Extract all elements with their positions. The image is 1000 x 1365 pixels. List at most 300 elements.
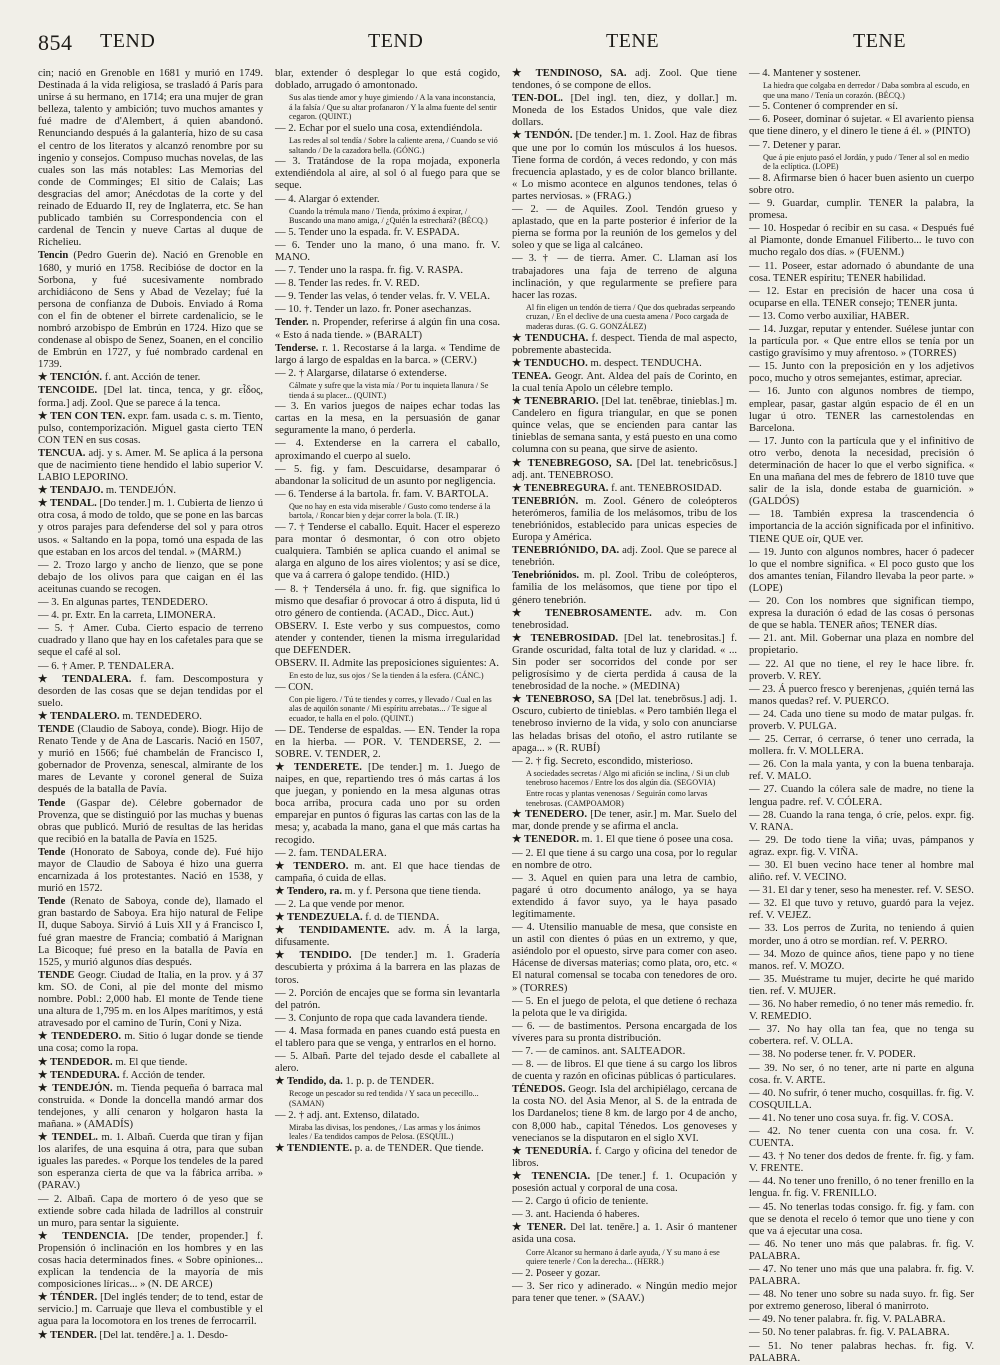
definition-text: (Pedro Guerin de). Nació en Grenoble en 1680, y murió en 1758. Recibióse de doctor en la Sorbona, y fué sucesivamente nombrado archidiácono de Sens y Abad de Vezelay; fué la persona de confianza de Dubois. Enviado á Roma con el fin de obtener el birrete cardenalicio, se le nombró arzobispo de Embrún en 1724. Hizo que se condenase al obispo de Senez, Soanen, en el concilio de Embrún en 1727, y fué nombrado cardenal en 1739. xyxy=(38,250,264,371)
dictionary-entry xyxy=(512,68,737,92)
column-1 xyxy=(38,68,264,1341)
definition-text: OBSERV. I. Este verbo y sus compuestos, como atender y contender, tienen la misma irregularidad que DEFENDER. xyxy=(275,620,500,656)
definition-text: Las redes al sol tendía / Sobre la caliente arena, / Cuando se vió saltando / De la cazadora bella. (GÓNG.) xyxy=(289,136,498,155)
definition-text: Recoge un pescador su red tendida / Y saca un pececillo... (SAMAN) xyxy=(289,1089,479,1108)
definition-text: — 3. ant. Hacienda ó haberes. xyxy=(512,1209,640,1221)
definition-text: Al fin eligen un tendón de tierra / Que dos quebradas serpeando cruzan, / En el declive de una cuesta amena / Poco cargada de maderas duras. (G. G. GONZÁLEZ) xyxy=(526,302,735,331)
definition-text: En esto de luz, sus ojos / Se la tienden á la esfera. (CÁNC.) xyxy=(289,671,484,681)
dictionary-entry xyxy=(512,1281,737,1305)
headword: ★ TENDEL. xyxy=(38,1132,98,1144)
dictionary-entry xyxy=(749,1151,974,1175)
dictionary-entry xyxy=(749,509,974,545)
dictionary-entry xyxy=(512,809,737,833)
definition-text: — 6. Tender uno la mano, ó una mano. fr. V. MANO. xyxy=(275,239,500,263)
headword: ★ TENDÓN. xyxy=(512,130,573,142)
dictionary-entry xyxy=(275,265,500,277)
dictionary-entry xyxy=(38,724,263,797)
headword: TENDE xyxy=(38,723,75,735)
definition-text: m. y f. Persona que tiene tienda. xyxy=(344,885,481,897)
definition-text: m. 1. Albañ. Cuerda que tiran y fijan los alarifes, de una esquina á otra, para que suban iguales las paredes. « Porque los tendeles de la pared son esperanza cierta de que va la fábrica arriba. » (PARAV.) xyxy=(38,1132,263,1192)
dictionary-entry xyxy=(749,633,974,657)
guide-word-4: TENE xyxy=(853,30,907,52)
definition-text: [Del ingl. ten, diez, y dollar.] m. Moneda de los Estados Unidos, que vale diez dollars. xyxy=(512,93,737,129)
definition-text: — 33. Los perros de Zurita, no teniendo á quien morder, uno á otro se mordían. ref. V. PERRO. xyxy=(749,923,974,947)
dictionary-entry xyxy=(38,1070,263,1082)
headword: ★ TENDUCHO. xyxy=(512,357,588,369)
dictionary-entry xyxy=(38,597,263,609)
page-number: 854 xyxy=(38,30,73,55)
dictionary-entry xyxy=(38,250,263,371)
guide-word-1: TEND xyxy=(100,30,156,52)
definition-text: — 3. Conjunto de ropa que cada lavandera tiende. xyxy=(275,1012,488,1024)
dictionary-entry xyxy=(512,458,737,482)
dictionary-entry xyxy=(275,343,500,367)
headword: TENEBRIÓNIDO, DA. xyxy=(512,545,620,557)
definition-text: — 3. Aquel en quien para una letra de cambio, pagaré ú otro documento análogo, ya se haya extendido á favor suyo, ya le haya pasado legítimamente. xyxy=(512,872,737,920)
dictionary-entry xyxy=(749,140,974,152)
headword: TENDE xyxy=(38,969,75,981)
definition-text: f. Acción de tender. xyxy=(122,1069,206,1081)
definition-text: Geogr. Ciudad de Italia, en la prov. y á 37 km. SO. de Coni, al pie del monte del mismo nombre. Pobl.: 2,000 hab. El monte de Tende tiene una altura de 1,795 m. en los Alpes marítimos, y está atravesado por el camino de Turín, Coni y Niza. xyxy=(38,969,264,1030)
dictionary-entry xyxy=(749,1126,974,1150)
definition-text: [Del lat. tenebricōsus.] adj. ant. TENEBROSO. xyxy=(512,457,737,481)
definition-text: — 2. † adj. ant. Extenso, dilatado. xyxy=(275,1109,420,1121)
definition-text: — 4. Alargar ó extender. xyxy=(275,193,380,205)
page-header xyxy=(38,30,978,68)
definition-text: — 4. Extenderse en la carrera el caballo, aproximando el cuerpo al suelo. xyxy=(275,438,500,462)
headword: ★ TENDENCIA. xyxy=(38,1230,129,1242)
definition-text: — 2. La que vende por menor. xyxy=(275,898,405,910)
dictionary-entry xyxy=(38,847,263,895)
definition-text: (Honorato de Saboya, conde de). Fué hijo mayor de Claudio de Saboya é hizo una guerra encarnizada á los protestantes. Nació en 1538, y murió en 1572. xyxy=(38,846,263,895)
definition-text: m. Tienda pequeña ó barraca mal construida. « Donde la doncella mandó armar dos tendejones, y allí cenaron y holgaron hasta la mañana. » (AMADÍS) xyxy=(38,1082,263,1130)
headword: ★ TENEBREGURA. xyxy=(512,482,609,494)
definition-text: adj. Zool. Que tiene tendones, ó se compone de ellos. xyxy=(512,68,737,92)
headword: Tende xyxy=(38,846,66,858)
definition-text: m. TENDEDERO. xyxy=(122,710,202,722)
dictionary-entry xyxy=(512,1059,737,1083)
definition-text: — 40. No sufrir, ó tener mucho, cosquillas. fr. fig. V. COSQUILLA. xyxy=(749,1087,974,1111)
headword: TENEBRIÓN. xyxy=(512,495,579,507)
dictionary-entry xyxy=(749,261,974,285)
dictionary-entry xyxy=(275,861,500,885)
dictionary-entry xyxy=(275,848,500,860)
definition-text: — 8. Afirmarse bien ó hacer buen asiento un cuerpo sobre otro. xyxy=(749,172,974,196)
definition-text: [Del lat. tenebrōsus.] adj. 1. Oscuro, cubierto de tinieblas. « Pero también llega el tenebroso invierno de la vida, y solo con anunciarse las heladas brisas del otoño, el astro rutilante se apaga... » (R. RUBÍ) xyxy=(512,694,737,754)
definition-text: f. fam. Descompostura y desorden de las cosas que se dejan tendidas por el suelo. xyxy=(38,673,263,709)
definition-text: (Claudio de Saboya, conde). Biogr. Hijo de Renato Tende y de Ana de Lascaris. Nació en 1507, y murió en 1566; fué chambelán de Francisco I, gobernador de Provenza, senescal, almirante de los mares de Levante y coronel general de Suiza después de la batalla de Pavía. xyxy=(38,723,263,796)
definition-text: Sus alas tiende amor y huye gimiendo / A la vana inconstancia, á la falsía / Que su altar profanaron / Y la alma fuente del sentir cegaron. (QUINT.) xyxy=(289,93,497,122)
definition-text: Con pie ligero. / Tú te tiendes y corres, y llevado / Cual en las alas de aquilón sonante / Mi espíritu arrebatas... / Te sigue al ecuador, te halla en el polo. (QUINT.) xyxy=(289,694,492,724)
definition-text: — 22. Al que no tiene, el rey le hace libre. fr. proverb. V. REY. xyxy=(749,658,974,682)
definition-text: Entre rocas y plantas venenosas / Seguirán como larvas tenebrosas. (CAMPOAMOR) xyxy=(526,789,708,808)
dictionary-entry xyxy=(275,1110,500,1122)
dictionary-entry xyxy=(275,988,500,1012)
definition-text: — 34. Mozo de quince años, tiene papo y no tiene manos. ref. V. MOZO. xyxy=(749,948,974,972)
dictionary-entry xyxy=(38,1194,263,1230)
dictionary-entry xyxy=(512,873,737,921)
definition-text: — 51. No tener palabras hechas. fr. fig. V. PALABRA. xyxy=(749,1340,974,1364)
dictionary-entry xyxy=(749,898,974,922)
dictionary-entry xyxy=(749,810,974,834)
dictionary-entry xyxy=(512,1146,737,1170)
dictionary-entry xyxy=(512,371,737,395)
definition-text: OBSERV. II. Admite las preposiciones siguientes: A. xyxy=(275,658,500,670)
dictionary-entry xyxy=(275,438,500,462)
dictionary-entry xyxy=(512,694,737,754)
headword: ★ TENDERO. xyxy=(275,860,349,872)
definition-text: p. a. de TENDER. Que tiende. xyxy=(354,1142,484,1154)
dictionary-entry xyxy=(275,240,500,264)
definition-text: [Del lat. tinca, tenca, y gr. εἶδος, forma.] adj. Zool. Que se parece á la tenca. xyxy=(38,385,263,409)
dictionary-entry xyxy=(275,291,500,303)
dictionary-entry xyxy=(749,1289,974,1313)
definition-text: adv. m. Con tenebrosidad. xyxy=(512,607,737,631)
definition-text: — 8. † Tenderséla á uno. fr. fig. que significa lo mismo que desafiar ó provocar á otro á disputa, lid ú otro género de contienda. (ACAD., Dicc. Aut.) xyxy=(275,583,500,619)
headword: ★ TENDEDOR. xyxy=(38,1056,113,1068)
headword: Tenebriónidos. xyxy=(512,570,580,582)
definition-text: — 4. Utensilio manuable de mesa, que consiste en un astil con dientes ó púas en un extremo, y que, asiéndolo por el opuesto, sirve para comer con aseo. Hácense de diversas materias; como plata, oro, etc. « El natural comensal se tocaba con tenedores de oro. » (TORRES) xyxy=(512,922,737,994)
definition-text: — 36. No haber remedio, ó no tener más remedio. fr. V. REMEDIO. xyxy=(749,999,974,1023)
headword: ★ TENCIÓN. xyxy=(38,372,103,384)
dictionary-entry xyxy=(38,68,263,249)
dictionary-entry xyxy=(512,1021,737,1045)
definition-text: — 49. No tener palabra. fr. fig. V. PALABRA. xyxy=(749,1314,946,1326)
headword: ★ TENDEDURA. xyxy=(38,1069,120,1081)
definition-text: Que no hay en esta vida miserable / Gusto como tenderse á la bartola, / Roncar bien y dejar correr la bola. (T. IR.) xyxy=(289,501,491,521)
dictionary-entry xyxy=(512,633,737,693)
dictionary-entry xyxy=(512,834,737,846)
definition-text: m. TENDEJÓN. xyxy=(105,485,177,497)
headword: ★ Tendero, ra. xyxy=(275,885,342,897)
headword: ★ TÉNDER. xyxy=(38,1292,98,1304)
definition-text: — 21. ant. Mil. Gobernar una plaza en nombre del propietario. xyxy=(749,633,974,657)
dictionary-entry xyxy=(38,498,263,558)
definition-text: — 9. Tender las velas, ó tender velas. fr. V. VELA. xyxy=(275,291,491,303)
dictionary-entry xyxy=(749,1341,974,1365)
definition-text: — 7. † Tenderse el caballo. Equit. Hacer el esperezo para montar ó desmontar, ó con otro objeto cualquiera. También se aplica cuando el animal se alarga en alguno de los aires violentos; y así se dice, que va á carrera ó galope tendido. (HID.) xyxy=(275,522,500,582)
definition-text: — 29. De todo tiene la viña; uvas, pámpanos y agraz. expr. fig. V. VIÑA. xyxy=(749,834,974,858)
dictionary-entry xyxy=(275,489,500,501)
headword: ★ Tendido, da. xyxy=(275,1076,343,1088)
definition-text: — 5. † Amer. Cuba. Cierto espacio de terreno cuadrado y llano que hay en los cafetales para que se seque el café al sol. xyxy=(38,623,263,659)
dictionary-entry xyxy=(512,545,737,569)
definition-text: (Gaspar de). Célebre gobernador de Provenza, que se distinguió por las muchas y buenas obras que publicó. Murió de resultas de las heridas que recibió en la batalla de Pavía en 1525. xyxy=(38,797,263,845)
dictionary-entry xyxy=(749,835,974,859)
headword: ★ TENDEZUELA. xyxy=(275,912,363,924)
definition-text: m. 1. El que tiene ó posee una cosa. xyxy=(581,834,734,846)
quotation xyxy=(289,207,500,226)
dictionary-entry xyxy=(512,130,737,203)
definition-text: — 2. Echar por el suelo una cosa, extendiéndola. xyxy=(275,122,483,134)
definition-text: — 7. Tender uno la raspa. fr. fig. V. RASPA. xyxy=(275,265,464,277)
definition-text: — 26. Con la mala yanta, y con la buena tenbaraja. ref. V. MALO. xyxy=(749,759,974,783)
definition-text: Corre Alcanor su hermano á darle ayuda, / Y su mano á ese quiere tenerle / Con la derecha... (HERR.) xyxy=(526,1247,720,1267)
headword: Tencin xyxy=(38,250,69,262)
dictionary-entry xyxy=(512,204,737,252)
definition-text: (Renato de Saboya, conde de), llamado el gran bastardo de Saboya. Era hijo natural de Felipe II, duque Saboya. Sirvió á Luis XII y á Francisco I, fué gran maestre de Francia; combatió á Marignan La Bicoque; fué preso en la batalla de Pavía en 1525, y murió algunos días después. xyxy=(38,896,264,968)
dictionary-entry xyxy=(512,1209,737,1221)
dictionary-entry xyxy=(512,570,737,606)
headword: ★ TENDER. xyxy=(38,1329,97,1341)
dictionary-entry xyxy=(749,759,974,783)
quotation xyxy=(289,381,500,400)
dictionary-entry xyxy=(38,1031,263,1055)
dictionary-entry xyxy=(275,1013,500,1025)
dictionary-entry xyxy=(275,584,500,620)
dictionary-entry xyxy=(275,725,500,761)
dictionary-entry xyxy=(275,1076,500,1088)
definition-text: — 6. Poseer, dominar ó sujetar. « El avariento piensa que tiene dinero, y el dinero le tiene á él. » (PINTO) xyxy=(749,114,974,138)
definition-text: — 3. En algunas partes, TENDEDERO. xyxy=(38,597,208,609)
definition-text: [Del lat. tendĕre.] a. 1. Desdo- xyxy=(99,1329,228,1341)
dictionary-entry xyxy=(749,1202,974,1238)
definition-text: — DE. Tenderse de espaldas. — EN. Tender la ropa en la hierba. — POR. V. TENDERSE, 2. — SOBRE. V. TENDER, 2. xyxy=(275,724,500,760)
dictionary-entry xyxy=(38,1083,263,1131)
definition-text: A sociedades secretas / Algo mi afición se inclina, / Si un club tenebroso hacemos / Entre los dos algún día. (SEGOVIA) xyxy=(526,768,730,788)
definition-text: — 2. Trozo largo y ancho de lienzo, que se pone debajo de los olivos para que caigan en él las aceitunas cuando se recogen. xyxy=(38,559,263,595)
definition-text: — 2. Cargo ú oficio de teniente. xyxy=(512,1196,649,1208)
definition-text: adj. Zool. Que se parece al tenebrión. xyxy=(512,545,738,569)
dictionary-entry xyxy=(512,848,737,872)
definition-text: — 46. No tener uno más que palabras. fr. fig. V. PALABRA. xyxy=(749,1238,974,1262)
definition-text: — 2. El que tiene á su cargo una cosa, por lo regular en nombre de otro. xyxy=(512,847,737,871)
dictionary-entry xyxy=(749,173,974,197)
dictionary-entry xyxy=(38,661,263,673)
headword: ★ TENDALERA. xyxy=(38,673,132,685)
definition-text: m. El que tiende. xyxy=(115,1056,188,1068)
dictionary-entry xyxy=(749,1024,974,1048)
definition-text: — 20. Con los nombres que significan tiempo, expresa la duración ó edad de las cosas ó personas de que se habla. TENER años; TENER días. xyxy=(749,596,974,632)
definition-text: La hiedra que colgaba en derredor / Daba sombra al escudo, en que una mano / Tenía un corazón. (BÉCQ.) xyxy=(763,81,970,100)
definition-text: n. Propender, referirse á algún fin una cosa. « Esto á nada tiende. » (BARALT) xyxy=(275,317,500,341)
headword: ★ TENDIENTE. xyxy=(275,1142,353,1154)
dictionary-entry xyxy=(749,198,974,222)
headword: Tenderse. xyxy=(275,342,319,354)
definition-text: — 8. — de libros. El que tiene á su cargo los libros de cuenta y razón en oficinas públicas ó particulares. xyxy=(512,1059,737,1083)
definition-text: [De tender, propender.] f. Propensión ó inclinación en los hombres y en las cosas hacia determinados fines. « Sobre opiniones... explican la tendencia de la mayoría de mis composiciones líricas... » (N. DE ARCE) xyxy=(38,1230,263,1291)
dictionary-entry xyxy=(38,411,263,447)
definition-text: [Del lat. tenebrositas.] f. Grande oscuridad, falta total de luz y claridad. « ... Sin poder ser socorridos del conde por ser peligrosísimo y de cierta perdida á causa de la tenebrosidad de la noche. » (MEDINA) xyxy=(512,632,737,693)
dictionary-entry xyxy=(749,324,974,360)
definition-text: m. pl. Zool. Tribu de coleópteros, familia de los melásomos, que tiene por tipo el género tenebrión. xyxy=(512,570,737,606)
dictionary-entry xyxy=(38,448,263,484)
dictionary-entry xyxy=(749,68,974,80)
headword: Tende xyxy=(38,797,66,809)
definition-text: [De tender.] m. 1. Juego de naipes, en que, repartiendo tres ó más cartas á los que juegan, y poniendo en la mesa algunas otras boca arriba, procura cada uno por su orden emparejar en puntos ó figuras las cartas con las de la mesa; y, acabada la mano, gana el que más cartas ha recogido. xyxy=(275,761,501,846)
definition-text: — 44. No tener uno frenillo, ó no tener frenillo en la lengua. fr. fig. V. FRENILLO. xyxy=(749,1176,974,1200)
dictionary-entry xyxy=(512,1171,737,1195)
definition-text: — 35. Muéstrame tu mujer, decirte he qué marido tien. ref. V. MUJER. xyxy=(749,973,974,997)
definition-text: — 6. Tenderse á la bartola. fr. fam. V. BARTOLA. xyxy=(275,488,489,500)
definition-text: — 43. † No tener dos dedos de frente. fr. fig. y fam. V. FRENTE. xyxy=(749,1151,974,1175)
quotation xyxy=(289,502,500,521)
definition-text: — 2. Poseer y gozar. xyxy=(512,1267,601,1279)
definition-text: Geogr. Isla del archipiélago, cercana de la costa NO. del Asia Menor, al S. de la entrada de los Dardanelos; tiene 8 km. de largo por 4 de ancho, con 8,000 hab., capital Ténedos. Los genoveses y venecianos se la disputaron en el siglo XVI. xyxy=(512,1084,737,1144)
headword: ★ TENDINOSO, SA. xyxy=(512,68,627,79)
dictionary-entry xyxy=(749,1088,974,1112)
dictionary-entry xyxy=(38,674,263,710)
definition-text: — 5. Contener ó comprender en sí. xyxy=(749,101,898,113)
dictionary-entry xyxy=(512,1196,737,1208)
dictionary-entry xyxy=(512,996,737,1020)
dictionary-entry xyxy=(749,923,974,947)
definition-text: — 30. El buen vecino hace tener al hombre mal aliño. ref. V. VECINO. xyxy=(749,860,974,884)
definition-text: — 42. No tener cuenta con una cosa. fr. V. CUENTA. xyxy=(749,1125,974,1150)
definition-text: r. 1. Recostarse á la larga. « Tendime de largo á largo de espaldas en la barca. » (CERV.) xyxy=(275,342,500,366)
dictionary-entry xyxy=(512,922,737,995)
definition-text: f. ant. Acción de tener. xyxy=(104,372,201,384)
definition-text: — 45. No tenerlas todas consigo. fr. fig. y fam. con que se denota el recelo ó temor que uno tiene y con que va á ejecutar una cosa. xyxy=(749,1201,974,1237)
definition-text: — 15. Junto con la preposición en y los adjetivos poco, mucho y otros semejantes, estimar, apreciar. xyxy=(749,361,974,385)
definition-text: — 27. Cuando la cólera sale de madre, no tiene la lengua padre. ref. V. CÓLERA. xyxy=(749,784,974,808)
headword: ★ TENDEDERO. xyxy=(38,1031,122,1043)
headword: Tende xyxy=(38,896,66,908)
headword: ★ TENEBROSO, SA xyxy=(512,694,612,706)
dictionary-entry xyxy=(275,368,500,380)
headword: ★ TEN CON TEN. xyxy=(38,410,126,422)
column-2 xyxy=(275,68,500,1338)
definition-text: — 18. También expresa la trascendencia ó importancia de la acción significada por el infinitivo. TIENE QUE oír, QUE ver. xyxy=(749,509,974,545)
dictionary-entry xyxy=(749,596,974,632)
definition-text: m. ant. El que hace tiendas de campaña, ó cuida de ellas. xyxy=(275,860,500,884)
definition-text: Geogr. Ant. Aldea del país de Corinto, en la cual tenía Apolo un célebre templo. xyxy=(512,370,737,394)
dictionary-entry xyxy=(512,93,737,129)
definition-text: — 14. Juzgar, reputar y entender. Suélese juntar con la partícula por. « Que entre ellos se tenía por un castigo gravísimo y muy afrentoso. » (TORRES) xyxy=(749,323,974,360)
dictionary-entry xyxy=(275,522,500,582)
headword: ★ TENEBRARIO. xyxy=(512,396,599,408)
dictionary-entry xyxy=(512,1268,737,1280)
dictionary-entry xyxy=(38,1057,263,1069)
definition-text: — 4. Masa formada en panes cuando está puesta en el tablero para que se venga, y entrarlos en el horno. xyxy=(275,1025,500,1049)
dictionary-entry xyxy=(749,547,974,595)
dictionary-entry xyxy=(749,1327,974,1339)
dictionary-entry xyxy=(38,1231,263,1291)
headword: ★ TENDERETE. xyxy=(275,761,362,773)
dictionary-entry xyxy=(38,896,263,969)
dictionary-entry xyxy=(38,1132,263,1192)
quotation xyxy=(763,153,974,172)
quotation xyxy=(289,1089,500,1108)
quotation xyxy=(289,695,500,724)
dictionary-entry xyxy=(749,1239,974,1263)
dictionary-entry xyxy=(512,253,737,301)
dictionary-entry xyxy=(512,1222,737,1246)
dictionary-entry xyxy=(275,68,500,92)
dictionary-entry xyxy=(512,358,737,370)
headword: ★ TENDEJÓN. xyxy=(38,1082,113,1094)
definition-text: — 32. El que tuvo y retuvo, guardó para la vejez. ref. V. VEJEZ. xyxy=(749,898,974,922)
definition-text: — 2. — de Aquiles. Zool. Tendón grueso y aplastado, que en la parte posterior é inferior de la pierna se forma por la reunión de los gemelos y del soleo y que se liga al calcáneo. xyxy=(512,204,737,252)
definition-text: Del lat. tenēre.] a. 1. Asir ó mantener asida una cosa. xyxy=(512,1222,737,1246)
dictionary-entry xyxy=(275,925,500,949)
dictionary-entry xyxy=(749,386,974,434)
definition-text: — 2. Albañ. Capa de mortero ó de yeso que se extiende sobre cada hilada de ladrillos al construir un muro, para sentar la siguiente. xyxy=(38,1193,263,1229)
definition-text: — 3. Ser rico y adinerado. « Ningún medio mejor para tener que tener. » (SAAV.) xyxy=(512,1280,737,1304)
definition-text: — 2. † Alargarse, dilatarse ó extenderse. xyxy=(275,367,447,379)
dictionary-entry xyxy=(749,999,974,1023)
headword: ★ TENDIDAMENTE. xyxy=(275,925,390,937)
definition-text: Que á pie enjuto pasó el Jordán, y pudo / Tener al sol en medio de la eclíptica. (LOPE) xyxy=(763,152,969,172)
dictionary-entry xyxy=(749,436,974,509)
definition-text: — 16. Junto con algunos nombres de tiempo, emplear, pasar, gastar algún espacio de él en un lugar ú otro. TENER las carnestolendas en Barcelona. xyxy=(749,386,974,434)
dictionary-entry xyxy=(38,798,263,846)
dictionary-entry xyxy=(275,1143,500,1155)
dictionary-entry xyxy=(749,784,974,808)
dictionary-entry xyxy=(38,560,263,596)
headword: ★ TENEDURÍA. xyxy=(512,1145,592,1157)
quotation xyxy=(526,769,737,788)
headword: ★ TENENCIA. xyxy=(512,1170,591,1182)
dictionary-entry xyxy=(38,372,263,384)
dictionary-entry xyxy=(749,223,974,259)
quotation xyxy=(289,136,500,155)
definition-text: [De tener, asir.] m. Mar. Suelo del mar, donde prende y se afirma el ancla. xyxy=(512,809,737,833)
definition-text: [De tener.] f. 1. Ocupación y posesión actual y corporal de una cosa. xyxy=(512,1170,737,1195)
definition-text: — 24. Cada uno tiene su modo de matar pulgas. fr. proverb. V. PULGA. xyxy=(749,708,974,732)
quotation xyxy=(763,81,974,100)
definition-text: — 4. pr. Extr. En la carreta, LIMONERA. xyxy=(38,610,216,622)
definition-text: Miraba las divisas, los pendones, / Las armas y los ánimos leales / Ea tendidos campos de Pelosa. (ESQUIL.) xyxy=(289,1122,481,1142)
quotation xyxy=(526,303,737,332)
dictionary-entry xyxy=(512,1046,737,1058)
definition-text: — 5. fig. y fam. Descuidarse, desamparar ó abandonar la solicitud de un asunto por negligencia. xyxy=(275,463,500,487)
dictionary-entry xyxy=(512,496,737,544)
definition-text: — 47. No tener uno más que una palabra. fr. fig. V. PALABRA. xyxy=(749,1264,974,1288)
definition-text: — 37. No hay olla tan fea, que no tenga su cobertera. ref. V. OLLA. xyxy=(749,1024,974,1048)
dictionary-entry xyxy=(275,658,500,670)
dictionary-entry xyxy=(749,1176,974,1200)
dictionary-entry xyxy=(38,385,263,409)
definition-text: — 10. †. Tender un lazo. fr. Poner asechanzas. xyxy=(275,304,472,316)
definition-text: — 11. Poseer, estar adornado ó abundante de una cosa. TENER espíritu; TENER habilidad. xyxy=(749,260,974,284)
definition-text: adv. m. Á la larga, difusamente. xyxy=(275,925,500,949)
definition-text: — 25. Cerrar, ó cerrarse, ó tener uno cerrada, la mollera. fr. V. MOLLERA. xyxy=(749,734,974,758)
dictionary-entry xyxy=(749,659,974,683)
dictionary-entry xyxy=(275,123,500,135)
definition-text: — 38. No poderse tener. fr. V. PODER. xyxy=(749,1049,916,1061)
dictionary-entry xyxy=(275,464,500,488)
dictionary-entry xyxy=(749,1314,974,1326)
quotation xyxy=(526,789,737,808)
dictionary-entry xyxy=(512,608,737,632)
definition-text: — 7. Detener y parar. xyxy=(749,139,841,151)
headword: TENCOIDE. xyxy=(38,385,98,397)
definition-text: f. despect. Tienda de mal aspecto, pobremente abastecida. xyxy=(512,332,737,356)
definition-text: [De tender.] m. 1. Zool. Haz de fibras que une por lo común los músculos á los huesos. Tiene forma de cordón, á veces redondo, y con más frecuencia aplastado, y es de color blanco brillante. « Lo mismo acontece en algunos tendones, telas ó partes nerviosas. » (FRAG.) xyxy=(512,130,737,202)
definition-text: m. despect. TENDUCHA. xyxy=(590,357,702,369)
definition-text: 1. p. p. de TENDER. xyxy=(345,1076,435,1088)
headword: ★ TENDAJO. xyxy=(38,485,104,497)
definition-text: — 10. Hospedar ó recibir en su casa. « Después fué al Piamonte, donde Emanuel Filiberto... le tuvo con mucho regalo dos días. » (FUENM.) xyxy=(749,223,974,259)
dictionary-entry xyxy=(275,682,500,694)
headword: ★ TENDIDO. xyxy=(275,950,352,962)
headword: ★ TENEBROSIDAD. xyxy=(512,632,619,644)
quotation xyxy=(289,93,500,122)
headword: ★ TENDUCHA. xyxy=(512,332,589,344)
definition-text: [De tender.] m. 1. Gradería descubierta y próxima á la barrera en las plazas de toros. xyxy=(275,950,500,986)
dictionary-entry xyxy=(275,227,500,239)
definition-text: — CON. xyxy=(275,681,314,693)
definition-text: — 23. Á puerco fresco y berenjenas, ¿quién terná las manos quedas? ref. V. PUERCO. xyxy=(749,683,974,707)
headword: TÉNEDOS. xyxy=(512,1084,566,1096)
dictionary-entry xyxy=(38,970,263,1030)
definition-text: — 5. Tender uno la espada. fr. V. ESPADA. xyxy=(275,226,460,238)
definition-text: m. Sitio ó lugar donde se tiende una cosa; como la ropa. xyxy=(38,1031,263,1055)
dictionary-entry xyxy=(749,1113,974,1125)
definition-text: Cuando la trémula mano / Tienda, próximo á expirar, / Buscando una mano amiga, / ¿Quién la estrechará? (BÉCQ.) xyxy=(289,206,488,226)
dictionary-entry xyxy=(749,684,974,708)
